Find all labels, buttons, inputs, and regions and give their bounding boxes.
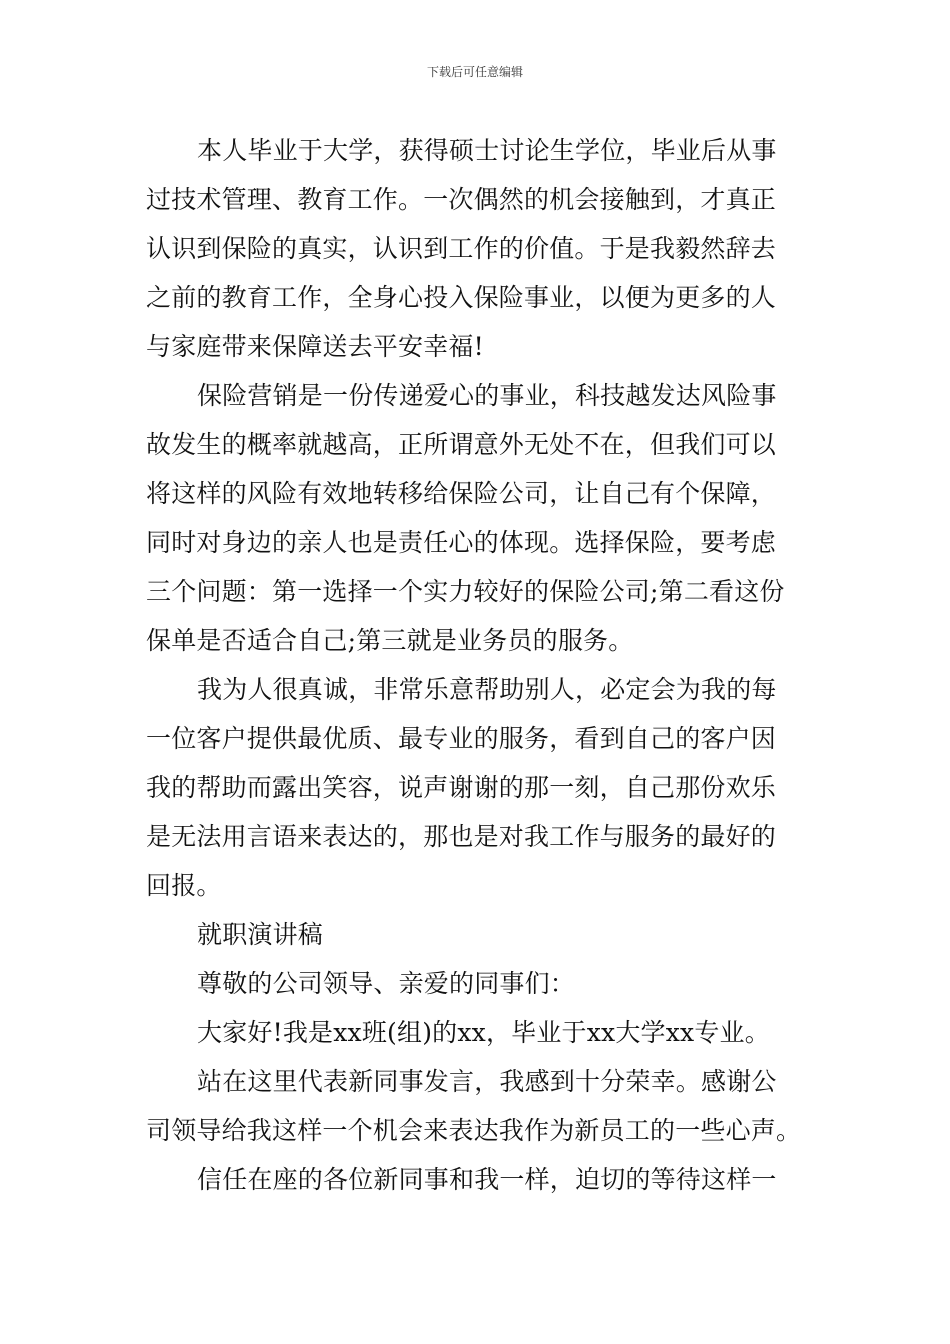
text-line: 保单是否适合自己;第三就是业务员的服务。 [146, 626, 634, 655]
text-line: 我为人很真诚，非常乐意帮助别人，必定会为我的每 [197, 675, 777, 704]
document-body [146, 126, 806, 1204]
text-line: 站在这里代表新同事发言，我感到十分荣幸。感谢公 [197, 1067, 777, 1096]
text-line: 回报。 [146, 871, 222, 900]
text-line: 我的帮助而露出笑容，说声谢谢的那一刻，自己那份欢乐 [146, 773, 777, 802]
text-line: 司领导给我这样一个机会来表达我作为新员工的一些心声。 [146, 1116, 802, 1145]
text-line: 之前的教育工作，全身心投入保险事业，以便为更多的人 [146, 283, 777, 312]
text-line: 是无法用言语来表达的，那也是对我工作与服务的最好的 [146, 822, 777, 851]
text-line: 本人毕业于大学，获得硕士讨论生学位，毕业后从事 [197, 136, 777, 165]
text-line: 一位客户提供最优质、最专业的服务，看到自己的客户因 [146, 724, 777, 753]
text-line: 大家好!我是xx班(组)的xx，毕业于xx大学xx专业。 [197, 1018, 770, 1047]
text-line: 三个问题：第一选择一个实力较好的保险公司;第二看这份 [146, 577, 785, 606]
text-line: 与家庭带来保障送去平安幸福! [146, 332, 484, 361]
text-line: 保险营销是一份传递爱心的事业，科技越发达风险事 [197, 381, 777, 410]
text-line: 同时对身边的亲人也是责任心的体现。选择保险，要考虑 [146, 528, 777, 557]
page-header: 下载后可任意编辑 [426, 65, 523, 79]
text-line: 将这样的风险有效地转移给保险公司，让自己有个保障， [146, 479, 777, 508]
text-line: 认识到保险的真实，认识到工作的价值。于是我毅然辞去 [146, 234, 777, 263]
text-line: 故发生的概率就越高，正所谓意外无处不在，但我们可以 [146, 430, 777, 459]
section-title: 就职演讲稿 [197, 920, 324, 949]
text-line: 过技术管理、教育工作。一次偶然的机会接触到，才真正 [146, 185, 777, 214]
salutation: 尊敬的公司领导、亲爱的同事们： [197, 969, 576, 998]
text-line: 信任在座的各位新同事和我一样，迫切的等待这样一 [197, 1165, 777, 1194]
